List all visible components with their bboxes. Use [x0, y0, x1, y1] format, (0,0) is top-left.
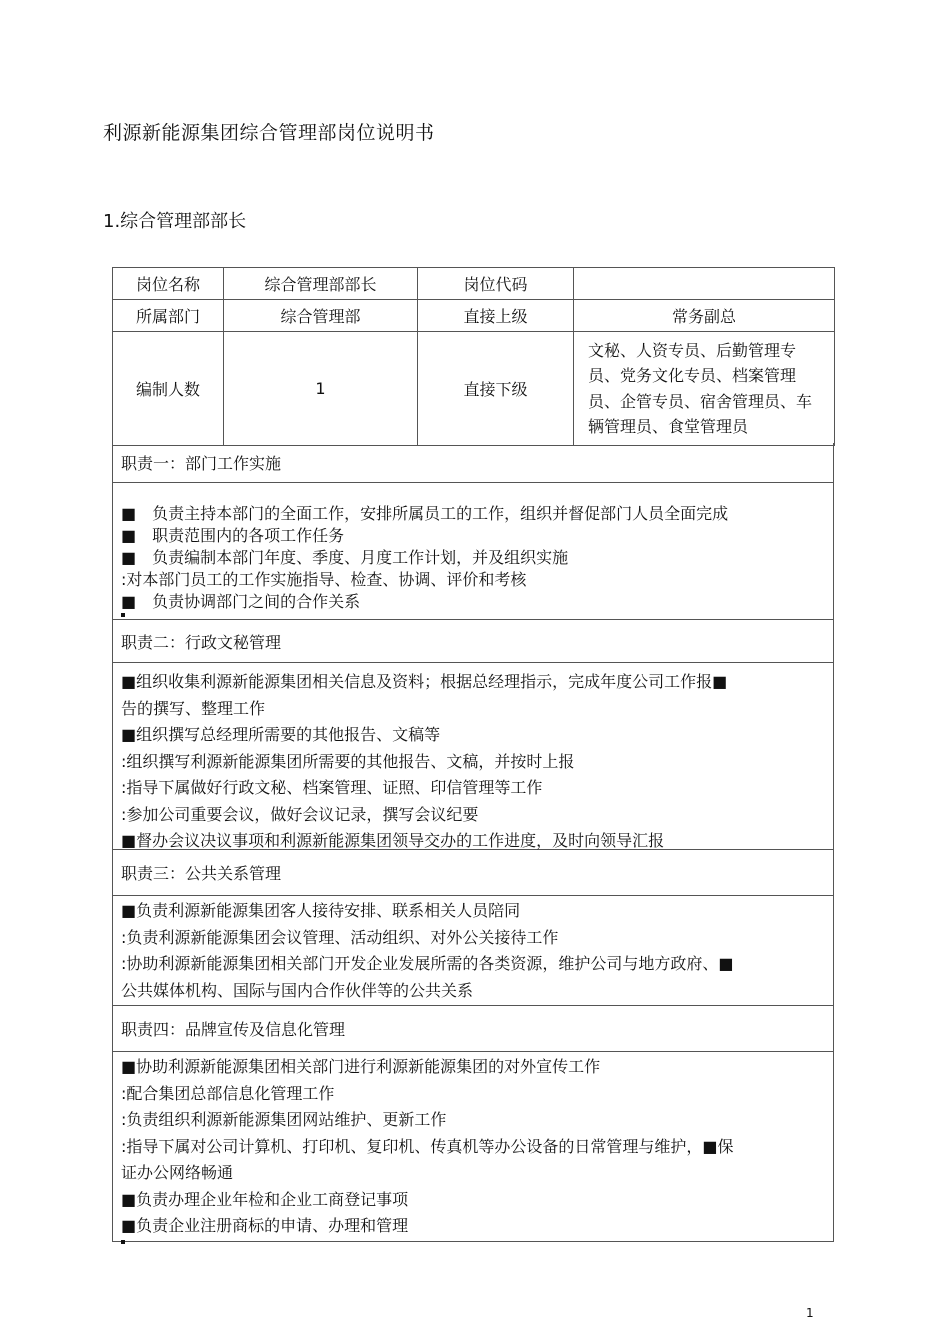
- table-row: [113, 268, 835, 300]
- duty-heading: 职责一：部门工作实施: [121, 454, 282, 473]
- duty-line: :负责利源新能源集团会议管理、活动组织、对外公关接待工作: [121, 927, 559, 947]
- value-position-name: 综合管理部部长: [224, 268, 418, 300]
- duty-body: [113, 895, 833, 1005]
- value-headcount: 1: [224, 332, 418, 446]
- duty-block-4: [112, 1006, 834, 1242]
- duty-line: ■ 职责范围内的各项工作任务: [121, 526, 345, 545]
- duty-line: ■负责办理企业年检和企业工商登记事项: [121, 1189, 409, 1209]
- duty-line: :负责组织利源新能源集团网站维护、更新工作: [121, 1110, 447, 1129]
- duty-line: :指导下属做好行政文秘、档案管理、证照、印信管理等工作: [121, 778, 543, 797]
- duty-line: 告的撰写、整理工作: [121, 698, 266, 718]
- section-title: 1.综合管理部部长: [103, 211, 247, 232]
- bullet-marker: [121, 613, 125, 617]
- position-info-table: [112, 267, 835, 446]
- duty-body: [113, 1051, 833, 1241]
- label-headcount: 编制人数: [113, 332, 224, 446]
- document-title: 利源新能源集团综合管理部岗位说明书: [103, 122, 435, 144]
- duty-line: ■督办会议决议事项和利源新能源集团领导交办的工作进度，及时向领导汇报: [121, 831, 665, 850]
- bullet-marker: [121, 1240, 125, 1244]
- duty-line: ■ 负责编制本部门年度、季度、月度工作计划，并及组织实施: [121, 548, 569, 567]
- duty-heading: 职责三：公共关系管理: [121, 864, 282, 883]
- duty-block-2: [112, 620, 834, 850]
- label-direct-superior: 直接上级: [418, 300, 574, 332]
- duty-heading: 职责四：品牌宣传及信息化管理: [121, 1020, 346, 1039]
- duty-block-3: [112, 850, 834, 1006]
- duty-line: :配合集团总部信息化管理工作: [121, 1083, 335, 1103]
- value-position-code: [574, 268, 835, 300]
- duty-line: ■负责利源新能源集团客人接待安排、联系相关人员陪同: [121, 901, 521, 920]
- label-direct-subordinates: 直接下级: [418, 332, 574, 446]
- value-department: 综合管理部: [224, 300, 418, 332]
- value-direct-superior: 常务副总: [574, 300, 835, 332]
- duty-line: ■组织收集利源新能源集团相关信息及资料；根据总经理指示，完成年度公司工作报■: [121, 672, 728, 691]
- duty-line: :指导下属对公司计算机、打印机、复印机、传真机等办公设备的日常管理与维护，■保: [121, 1136, 734, 1156]
- duty-line: ■负责企业注册商标的申请、办理和管理: [121, 1216, 409, 1235]
- duty-line: ■协助利源新能源集团相关部门进行利源新能源集团的对外宣传工作: [121, 1057, 601, 1076]
- duty-line: :组织撰写利源新能源集团所需要的其他报告、文稿，并按时上报: [121, 751, 575, 771]
- table-row: [113, 300, 835, 332]
- page-number: 1: [806, 1306, 814, 1320]
- value-direct-subordinates: 文秘、人资专员、后勤管理专员、党务文化专员、档案管理员、企管专员、宿舍管理员、车辆管理员、食堂管理员: [574, 332, 835, 446]
- duty-line: :协助利源新能源集团相关部门开发企业发展所需的各类资源，维护公司与地方政府、■: [121, 954, 734, 973]
- label-position-code: 岗位代码: [418, 268, 574, 300]
- label-position-name: 岗位名称: [113, 268, 224, 300]
- duty-heading: 职责二：行政文秘管理: [121, 632, 282, 652]
- duty-line: :对本部门员工的工作实施指导、检查、协调、评价和考核: [121, 570, 527, 589]
- duty-body: [113, 482, 833, 619]
- label-department: 所属部门: [113, 300, 224, 332]
- duty-line: :参加公司重要会议，做好会议记录，撰写会议纪要: [121, 804, 479, 824]
- duty-body: [113, 662, 833, 849]
- duty-line: ■ 负责协调部门之间的合作关系: [121, 592, 361, 611]
- table-row: [113, 332, 835, 446]
- duty-line: ■组织撰写总经理所需要的其他报告、文稿等: [121, 725, 441, 744]
- duty-line: 公共媒体机构、国际与国内合作伙伴等的公共关系: [121, 980, 474, 1000]
- duty-line: 证办公网络畅通: [121, 1163, 234, 1182]
- duty-block-1: [112, 443, 834, 620]
- duty-line: ■ 负责主持本部门的全面工作，安排所属员工的工作，组织并督促部门人员全面完成: [121, 504, 729, 523]
